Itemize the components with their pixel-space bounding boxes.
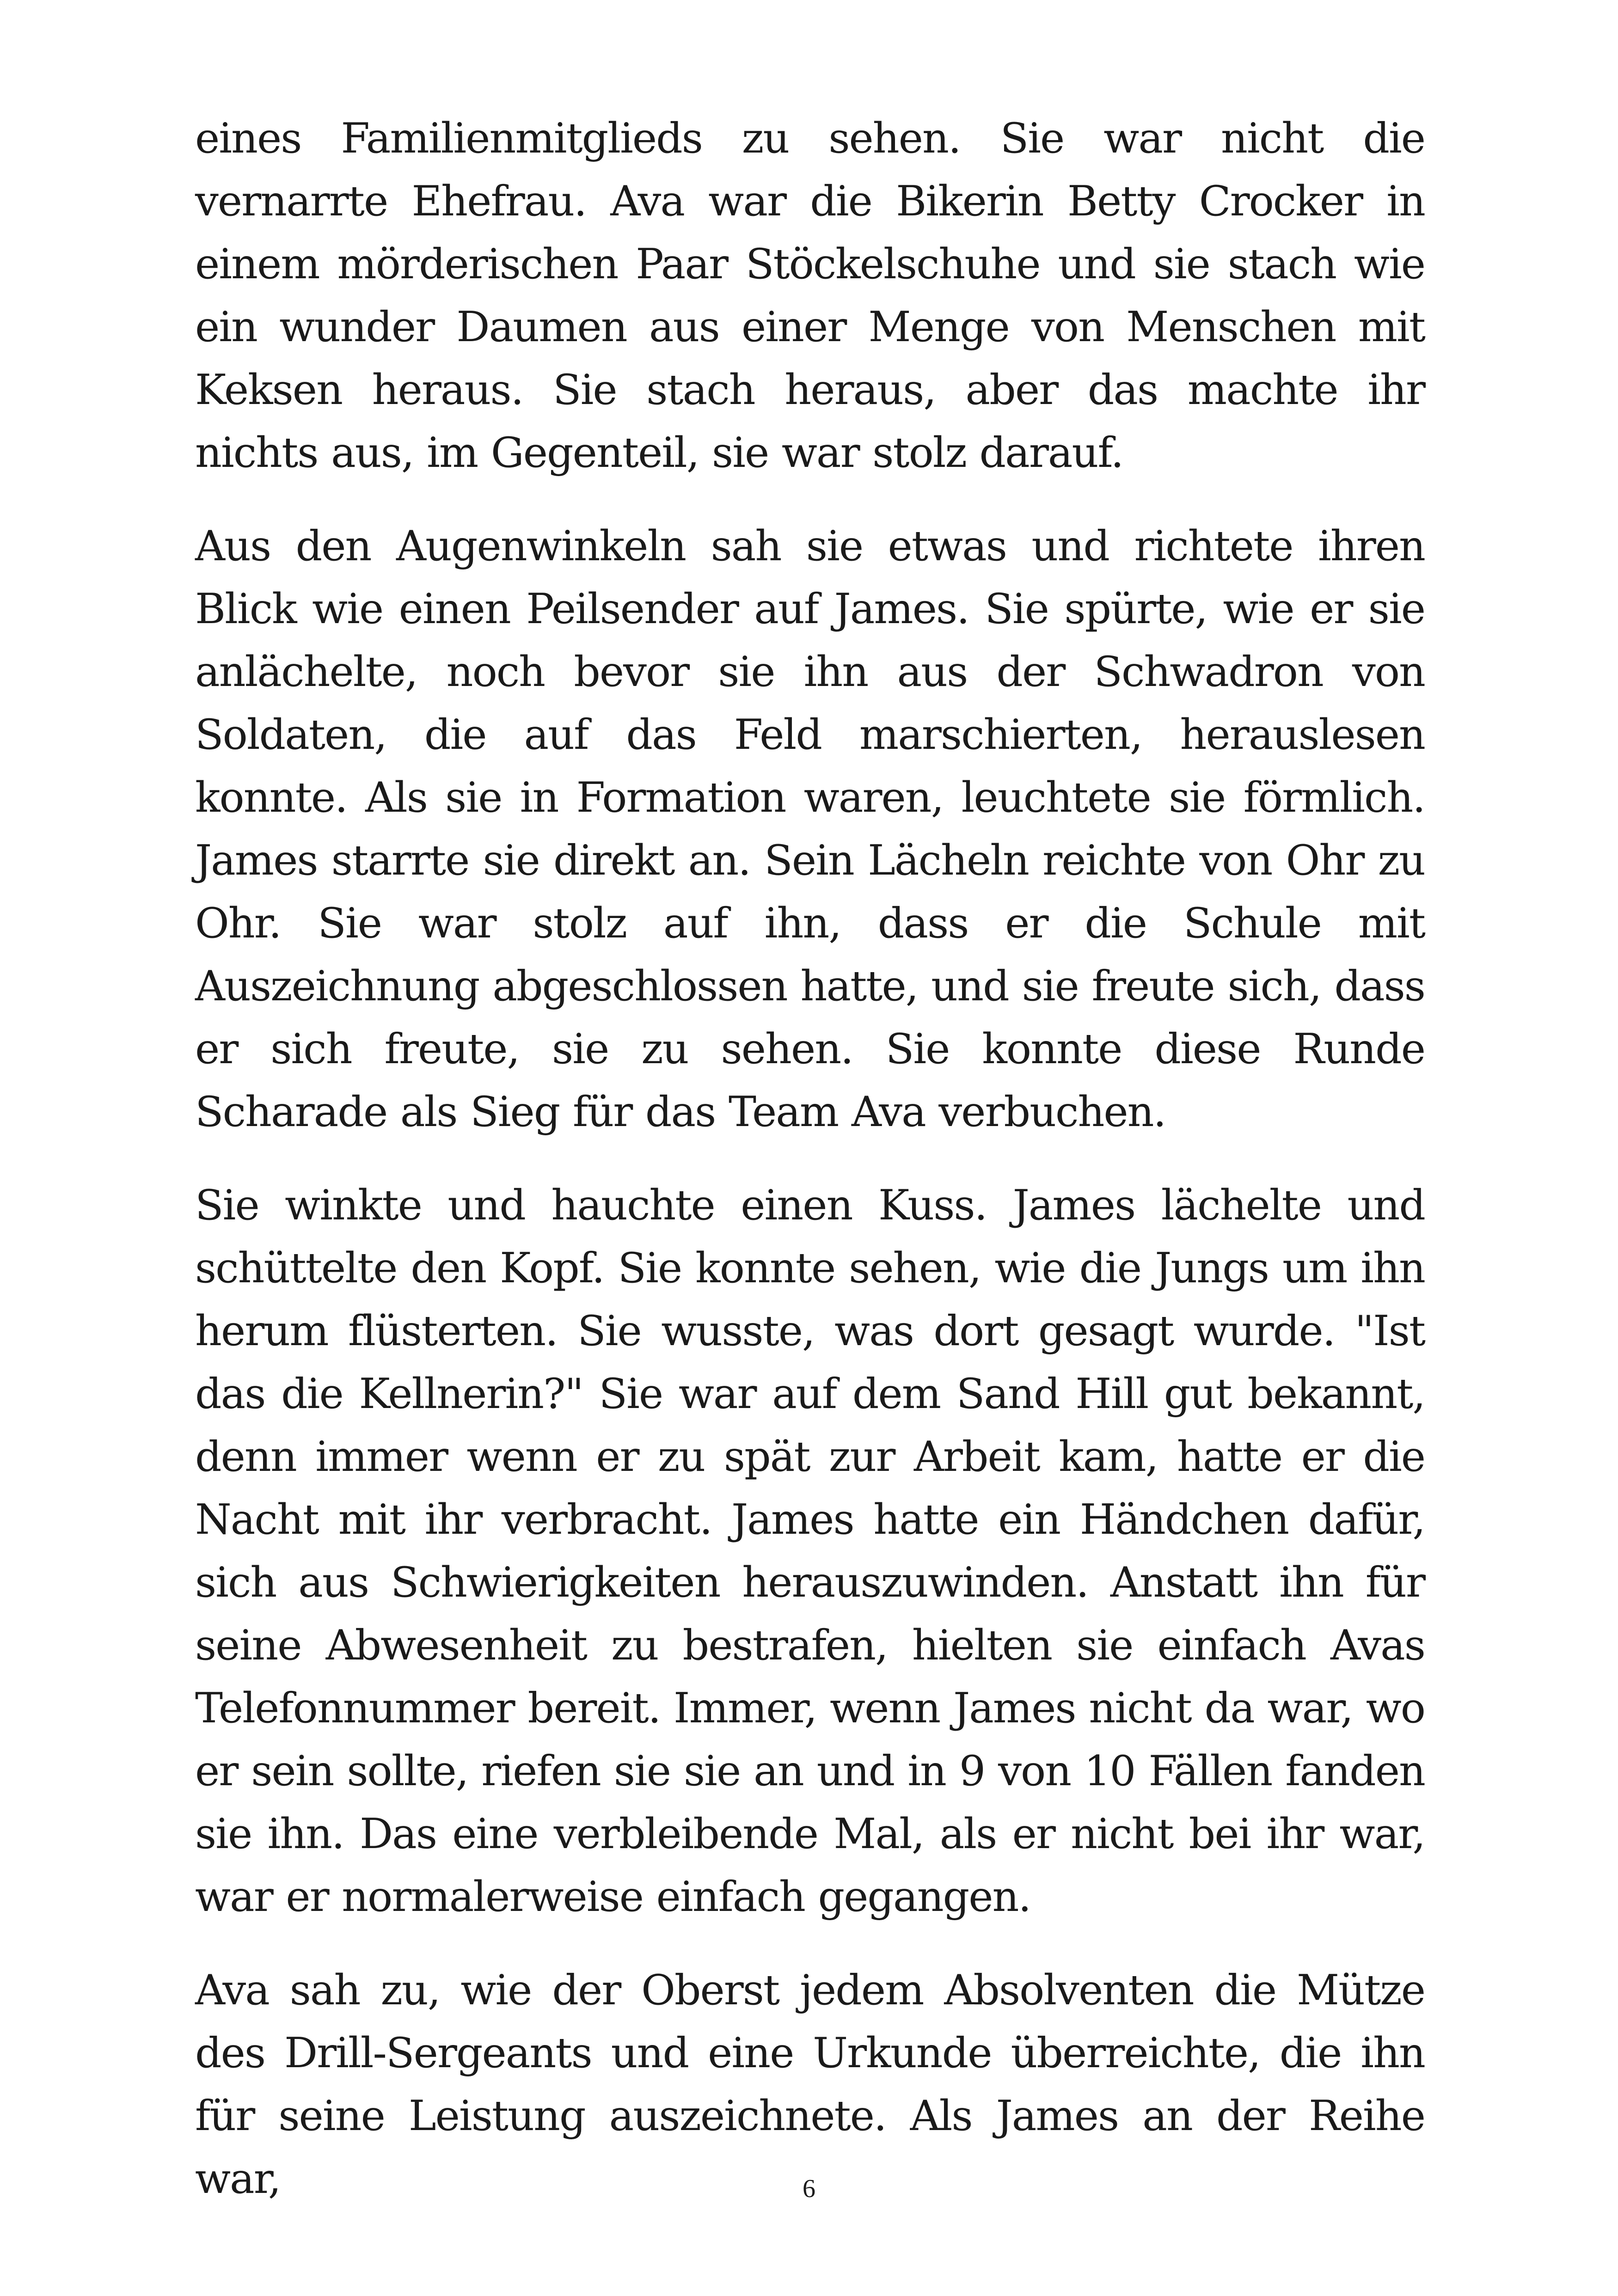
- paragraph-1: eines Familienmitglieds zu sehen. Sie war nicht die vernarrte Ehefrau. Ava war die Bikerin Betty Crocker in einem mörderischen Paar Stöckelschuhe und sie stach wie ein wunder Daumen aus einer Menge von Menschen mit Keksen heraus. Sie stach heraus, aber das machte ihr nichts aus, im Gegenteil, sie war stolz darauf.: [195, 114, 1425, 477]
- body-text: [195, 107, 1425, 2210]
- paragraph-3: Sie winkte und hauchte einen Kuss. James lächelte und schüttelte den Kopf. Sie konnte sehen, wie die Jungs um ihn herum flüsterten. Sie wusste, was dort gesagt wurde. "Ist das die Kellnerin?" Sie war auf dem Sand Hill gut bekannt, denn immer wenn er zu spät zur Arbeit kam, hatte er die Nacht mit ihr verbracht. James hatte ein Händchen dafür, sich aus Schwierigkeiten herauszuwinden. Anstatt ihn für seine Abwesenheit zu bestrafen, hielten sie einfach Avas Telefonnummer bereit. Immer, wenn James nicht da war, wo er sein sollte, riefen sie sie an und in 9 von 10 Fällen fanden sie ihn. Das eine verbleibende Mal, als er nicht bei ihr war, war er normalerweise einfach gegangen.: [195, 1181, 1425, 1921]
- page-number: 6: [803, 2174, 815, 2203]
- paragraph-2: Aus den Augenwinkeln sah sie etwas und richtete ihren Blick wie einen Peilsender auf James. Sie spürte, wie er sie anlächelte, noch bevor sie ihn aus der Schwadron von Soldaten, die auf das Feld marschierten, herauslesen konnte. Als sie in Formation waren, leuchtete sie förmlich. James starrte sie direkt an. Sein Lächeln reichte von Ohr zu Ohr. Sie war stolz auf ihn, dass er die Schule mit Auszeichnung abgeschlossen hatte, und sie freute sich, dass er sich freute, sie zu sehen. Sie konnte diese Runde Scharade als Sieg für das Team Ava verbuchen.: [195, 522, 1425, 1136]
- paragraph-4: Ava sah zu, wie der Oberst jedem Absolventen die Mütze des Drill-Sergeants und eine Urkunde überreichte, die ihn für seine Leistung auszeichnete. Als James an der Reihe war,: [195, 1966, 1425, 2203]
